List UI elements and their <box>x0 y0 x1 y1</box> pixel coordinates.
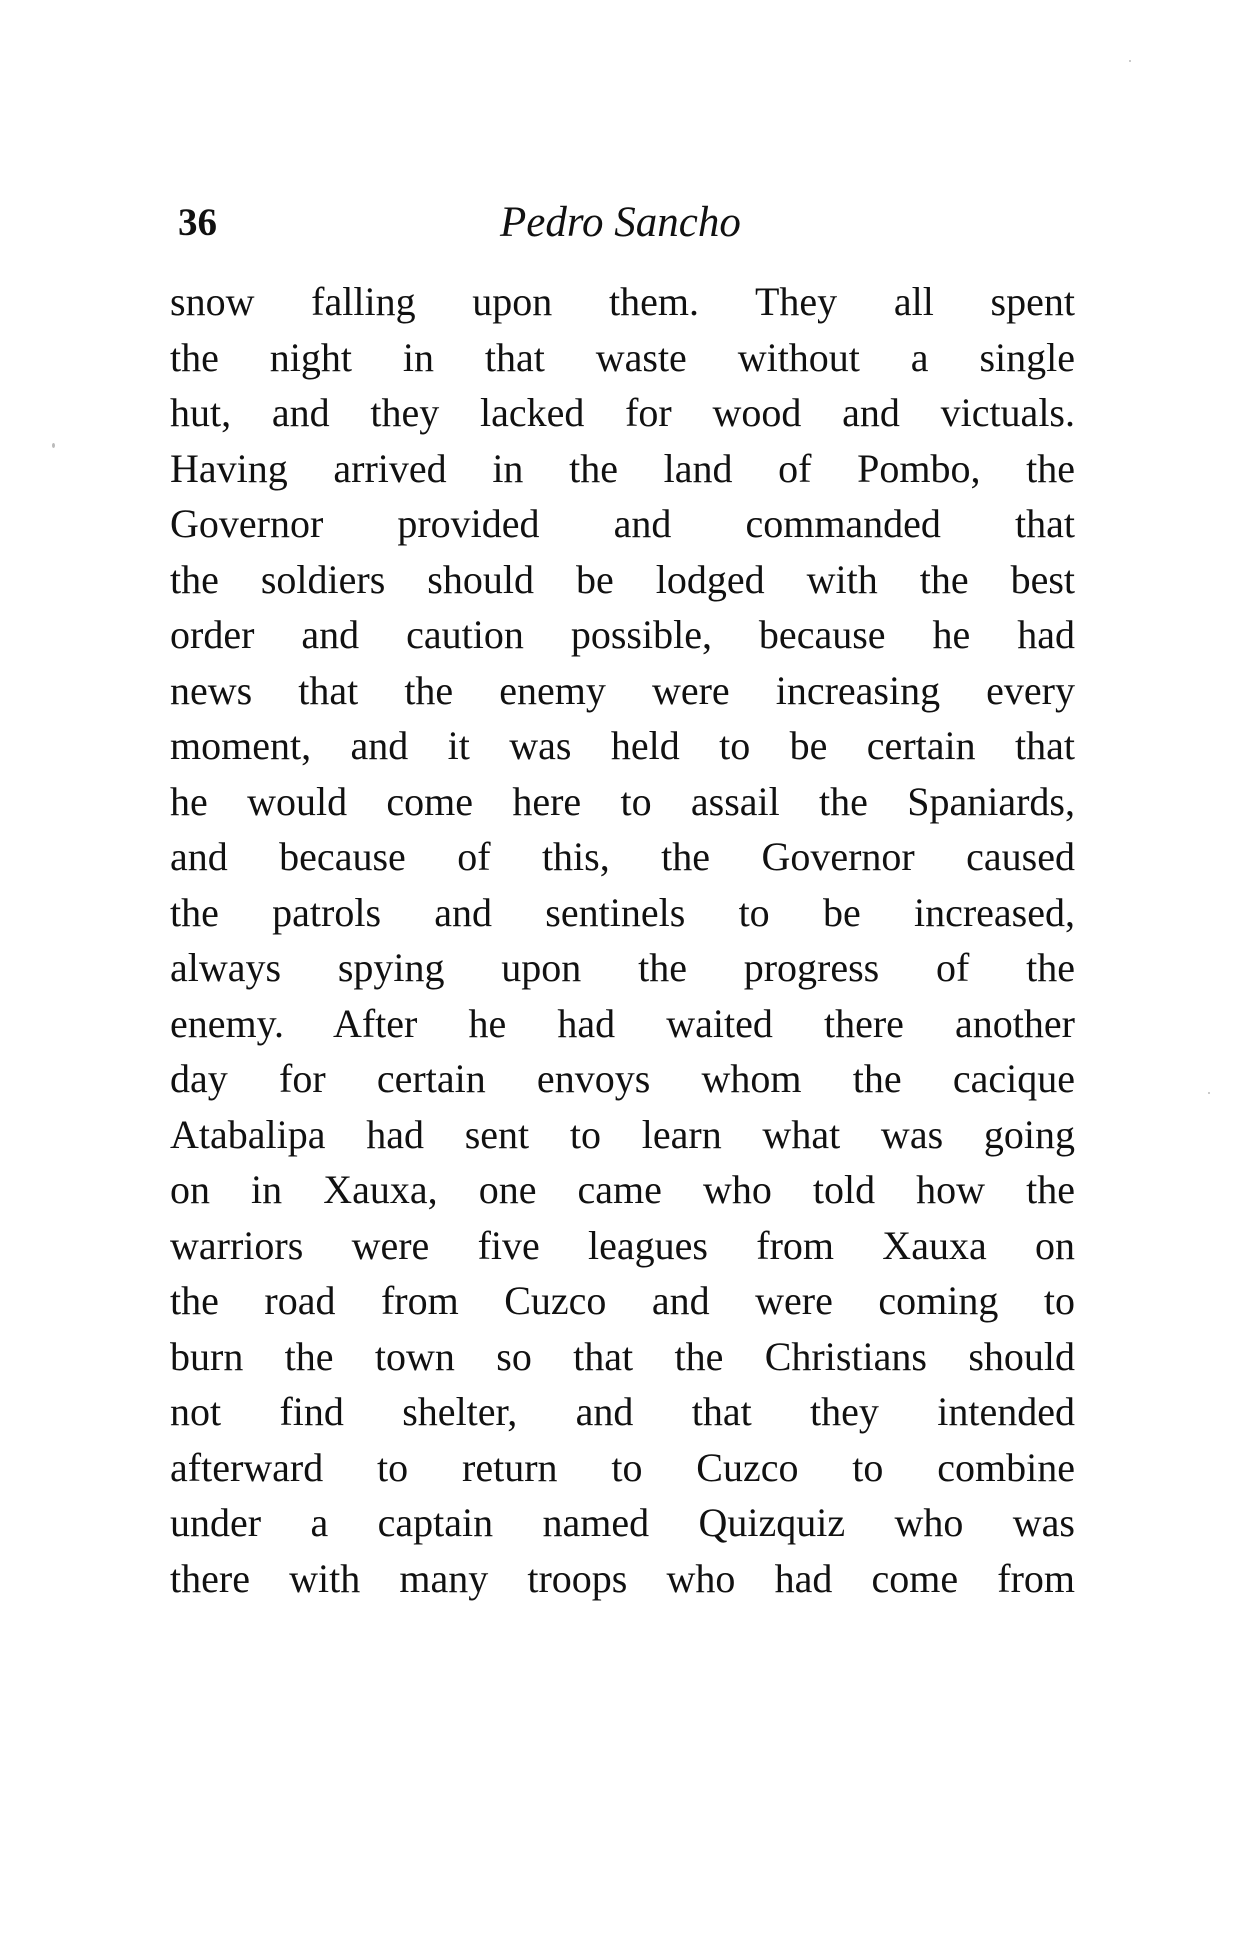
text-line: snow falling upon them. They all spent <box>170 279 1075 324</box>
scan-speck <box>1208 1092 1210 1094</box>
text-line: Having arrived in the land of Pombo, the <box>170 445 1075 491</box>
text-line: order and caution possible, because he had <box>170 612 1075 657</box>
body-text <box>170 274 1075 1606</box>
text-line: the night in that waste without a single <box>170 334 1075 380</box>
text-line: the patrols and sentinels to be increased, <box>170 889 1075 935</box>
text-line: on in Xauxa, one came who told how the <box>170 1167 1075 1212</box>
scan-speck <box>1129 60 1131 62</box>
text-line: day for certain envoys whom the cacique <box>170 1056 1075 1101</box>
text-line: there with many troops who had come from <box>170 1555 1075 1601</box>
text-line: burn the town so that the Christians should <box>170 1333 1075 1379</box>
text-line: Atabalipa had sent to learn what was going <box>170 1111 1075 1157</box>
text-line: hut, and they lacked for wood and victuals. <box>170 390 1075 435</box>
scan-speck <box>52 443 55 448</box>
text-line: he would come here to assail the Spaniards, <box>170 778 1075 824</box>
text-line: always spying upon the progress of the <box>170 945 1075 990</box>
running-head: Pedro Sancho <box>500 199 741 246</box>
text-line: not find shelter, and that they intended <box>170 1389 1075 1434</box>
text-line: afterward to return to Cuzco to combine <box>170 1444 1075 1490</box>
text-line: under a captain named Quizquiz who was <box>170 1500 1075 1545</box>
text-line: news that the enemy were increasing every <box>170 667 1075 713</box>
text-line: warriors were five leagues from Xauxa on <box>170 1222 1075 1268</box>
page-number: 36 <box>178 201 217 244</box>
text-line: and because of this, the Governor caused <box>170 834 1075 879</box>
text-line: moment, and it was held to be certain that <box>170 723 1075 768</box>
text-line: Governor provided and commanded that <box>170 501 1075 546</box>
text-line: the soldiers should be lodged with the best <box>170 556 1075 602</box>
page-header <box>178 195 1078 251</box>
text-line: the road from Cuzco and were coming to <box>170 1278 1075 1323</box>
text-line: enemy. After he had waited there another <box>170 1000 1075 1046</box>
